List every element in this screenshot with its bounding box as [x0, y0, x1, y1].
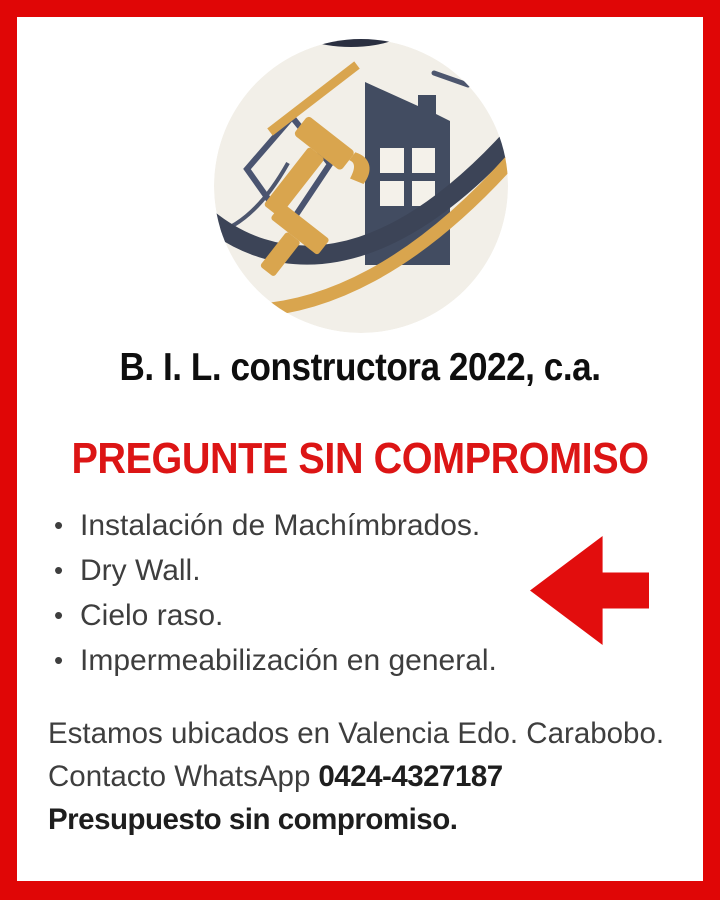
service-item	[54, 638, 497, 683]
service-label: Dry Wall.	[80, 554, 201, 587]
closing-line: Presupuesto sin compromiso.	[48, 803, 458, 836]
services-list	[54, 503, 497, 683]
company-logo	[214, 39, 508, 333]
bullet-dot: •	[54, 555, 64, 585]
contact-block	[48, 712, 664, 841]
contact-line	[48, 755, 664, 798]
service-label: Cielo raso.	[80, 599, 224, 632]
bullet-dot: •	[54, 645, 64, 675]
service-item	[54, 548, 497, 593]
contact-label: Contacto WhatsApp	[48, 760, 311, 793]
headline-text: PREGUNTE SIN COMPROMISO	[71, 434, 649, 483]
service-label: Instalación de Machímbrados.	[80, 509, 481, 542]
service-item	[54, 593, 497, 638]
service-label: Impermeabilización en general.	[80, 644, 497, 677]
phone-number: 0424-4327187	[318, 760, 503, 793]
bullet-dot: •	[54, 510, 64, 540]
left-arrow-icon	[530, 536, 649, 645]
bullet-dot: •	[54, 600, 64, 630]
service-item	[54, 503, 497, 548]
logo-graphic	[214, 39, 508, 333]
location-line: Estamos ubicados en Valencia Edo. Carabobo.	[48, 717, 665, 750]
company-name: B. I. L. constructora 2022, c.a.	[119, 346, 601, 389]
